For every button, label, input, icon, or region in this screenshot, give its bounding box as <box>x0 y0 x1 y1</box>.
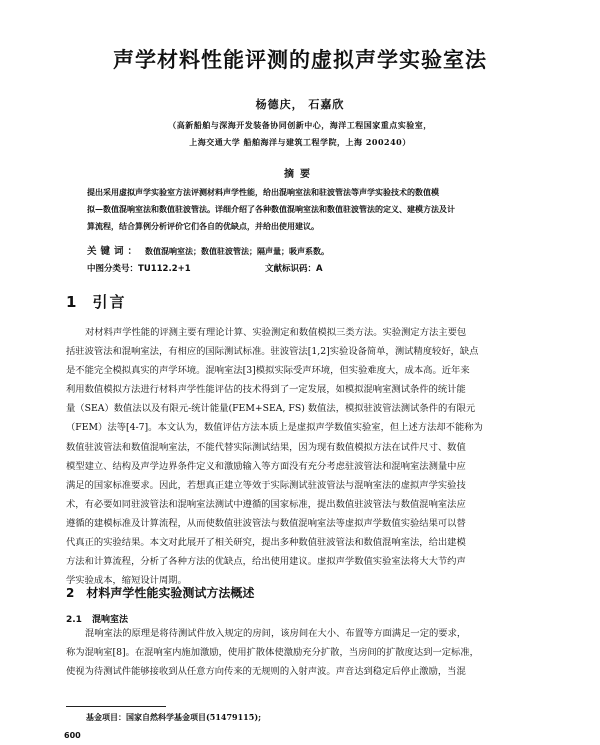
subsection-2-1-paragraph <box>66 624 536 681</box>
abstract-line: 拟—数值混响室法和数值驻波管法。详细介绍了各种数值混响室法和数值驻波管法的定义、建模方法及计 <box>87 204 455 214</box>
text-line: 称为混响室[8]。在混响室内施加激励，使用扩散体使激励充分扩散，当房间的扩散度达到一定标准， <box>66 647 479 659</box>
subsection-title: 混响室法 <box>91 615 128 625</box>
abstract-heading: 摘要 <box>284 169 316 180</box>
text-line: 遵循的建模标准及计算流程，从而使数值驻波管法与数值混响室法等虚拟声学数值实验结果可以替 <box>66 517 466 529</box>
section-number: 2 <box>66 586 75 600</box>
section-title: 引言 <box>92 293 127 311</box>
document-code <box>265 262 323 274</box>
section-number: 1 <box>66 293 79 311</box>
doc-label: 文献标识码： <box>265 264 317 274</box>
text-line: 利用数值模拟方法进行材料声学性能评估的技术得到了一定发展，如模拟混响室测试条件的统计能 <box>66 384 466 396</box>
section-2-heading <box>66 584 254 601</box>
text-line: 混响室法的原理是将待测试件放入规定的房间，该房间在大小、布置等方面满足一定的要求， <box>85 628 467 639</box>
affiliation-line-1: （高新船舶与深海开发装备协同创新中心，海洋工程国家重点实验室， <box>168 120 432 130</box>
text-line: 术，有必要如同驻波管法和混响室法测试中遵循的国家标准，提出数值驻波管法与数值混响室法应 <box>66 498 466 510</box>
subsection-number: 2.1 <box>66 615 82 625</box>
text-line: 括驻波管法和混响室法，有相应的国际测试标准。驻波管法[1,2]实验设备简单，测试精度较好，缺点 <box>66 346 479 358</box>
text-line: 模型建立、结构及声学边界条件定义和激励输入等方面没有充分考虑驻波管法和混响室法测量中应 <box>66 460 466 472</box>
clc-label: 中图分类号： <box>87 264 139 274</box>
keywords <box>87 244 527 259</box>
footnote-rule <box>66 706 166 707</box>
text-line: 学实验成本，缩短设计周期。 <box>66 575 187 587</box>
text-line: 代真正的实验结果。本文对此展开了相关研究，提出多种数值驻波管法和数值混响室法，给出建模 <box>66 537 466 549</box>
clc-value: TU112.2+1 <box>138 264 191 274</box>
text-line: 使视为待测试件能够接收到从任意方向传来的无规则的入射声波。声音达到稳定后停止激励，当混 <box>66 666 466 678</box>
section-title: 材料声学性能实验测试方法概述 <box>86 586 255 600</box>
text-line: 对材料声学性能的评测主要有理论计算、实验测定和数值模拟三类方法。实验测定方法主要包 <box>85 327 467 338</box>
text-line: 满足的国家标准要求。因此，若想真正建立等效于实际测试驻波管法与混响室法的虚拟声学实验技 <box>66 479 466 491</box>
page-number: 600 <box>64 731 81 740</box>
abstract-body <box>87 184 515 235</box>
abstract-line: 提出采用虚拟声学实验室方法评测材料声学性能，给出混响室法和驻波管法等声学实验技术的数值模 <box>87 187 439 197</box>
text-line: 方法和计算流程，分析了各种方法的优缺点，给出使用建议。虚拟声学数值实验室法将大大节约声 <box>66 556 466 568</box>
authors: 杨德庆， 石嘉欣 <box>255 98 345 111</box>
text-line: 是不能完全模拟真实的声学环境。混响室法[3]模拟实际受声环境，但实验难度大，成本高。近年来 <box>66 365 470 377</box>
text-line: 量（SEA）数值法以及有限元-统计能量(FEM+SEA, FS) 数值法，模拟驻波管法测试条件的有限元 <box>66 403 476 415</box>
paper-title: 声学材料性能评测的虚拟声学实验室法 <box>113 48 487 72</box>
footnote: 基金项目：国家自然科学基金项目(51479115); <box>86 712 262 722</box>
section-1-heading <box>66 291 126 312</box>
text-line: （FEM）法等[4-7]。本文认为，数值评估方法本质上是虚拟声学数值实验室，但上述方法却不能称为 <box>66 422 483 434</box>
abstract-line: 算流程，结合算例分析评价它们各自的优缺点，并给出使用建议。 <box>87 221 319 231</box>
classification <box>87 262 527 274</box>
text-line: 数值驻波管法和数值混响室法，不能代替实际测试结果，因为现有数值模拟方法在试件尺寸、数值 <box>66 441 466 453</box>
keywords-text: 数值混响室法；数值驻波管法；隔声量；吸声系数。 <box>145 246 330 256</box>
affiliation-line-2: 上海交通大学 船舶海洋与建筑工程学院，上海 200240） <box>189 137 411 147</box>
keywords-label: 关键词： <box>87 246 142 257</box>
doc-value: A <box>316 264 323 274</box>
section-1-paragraph <box>66 323 536 590</box>
